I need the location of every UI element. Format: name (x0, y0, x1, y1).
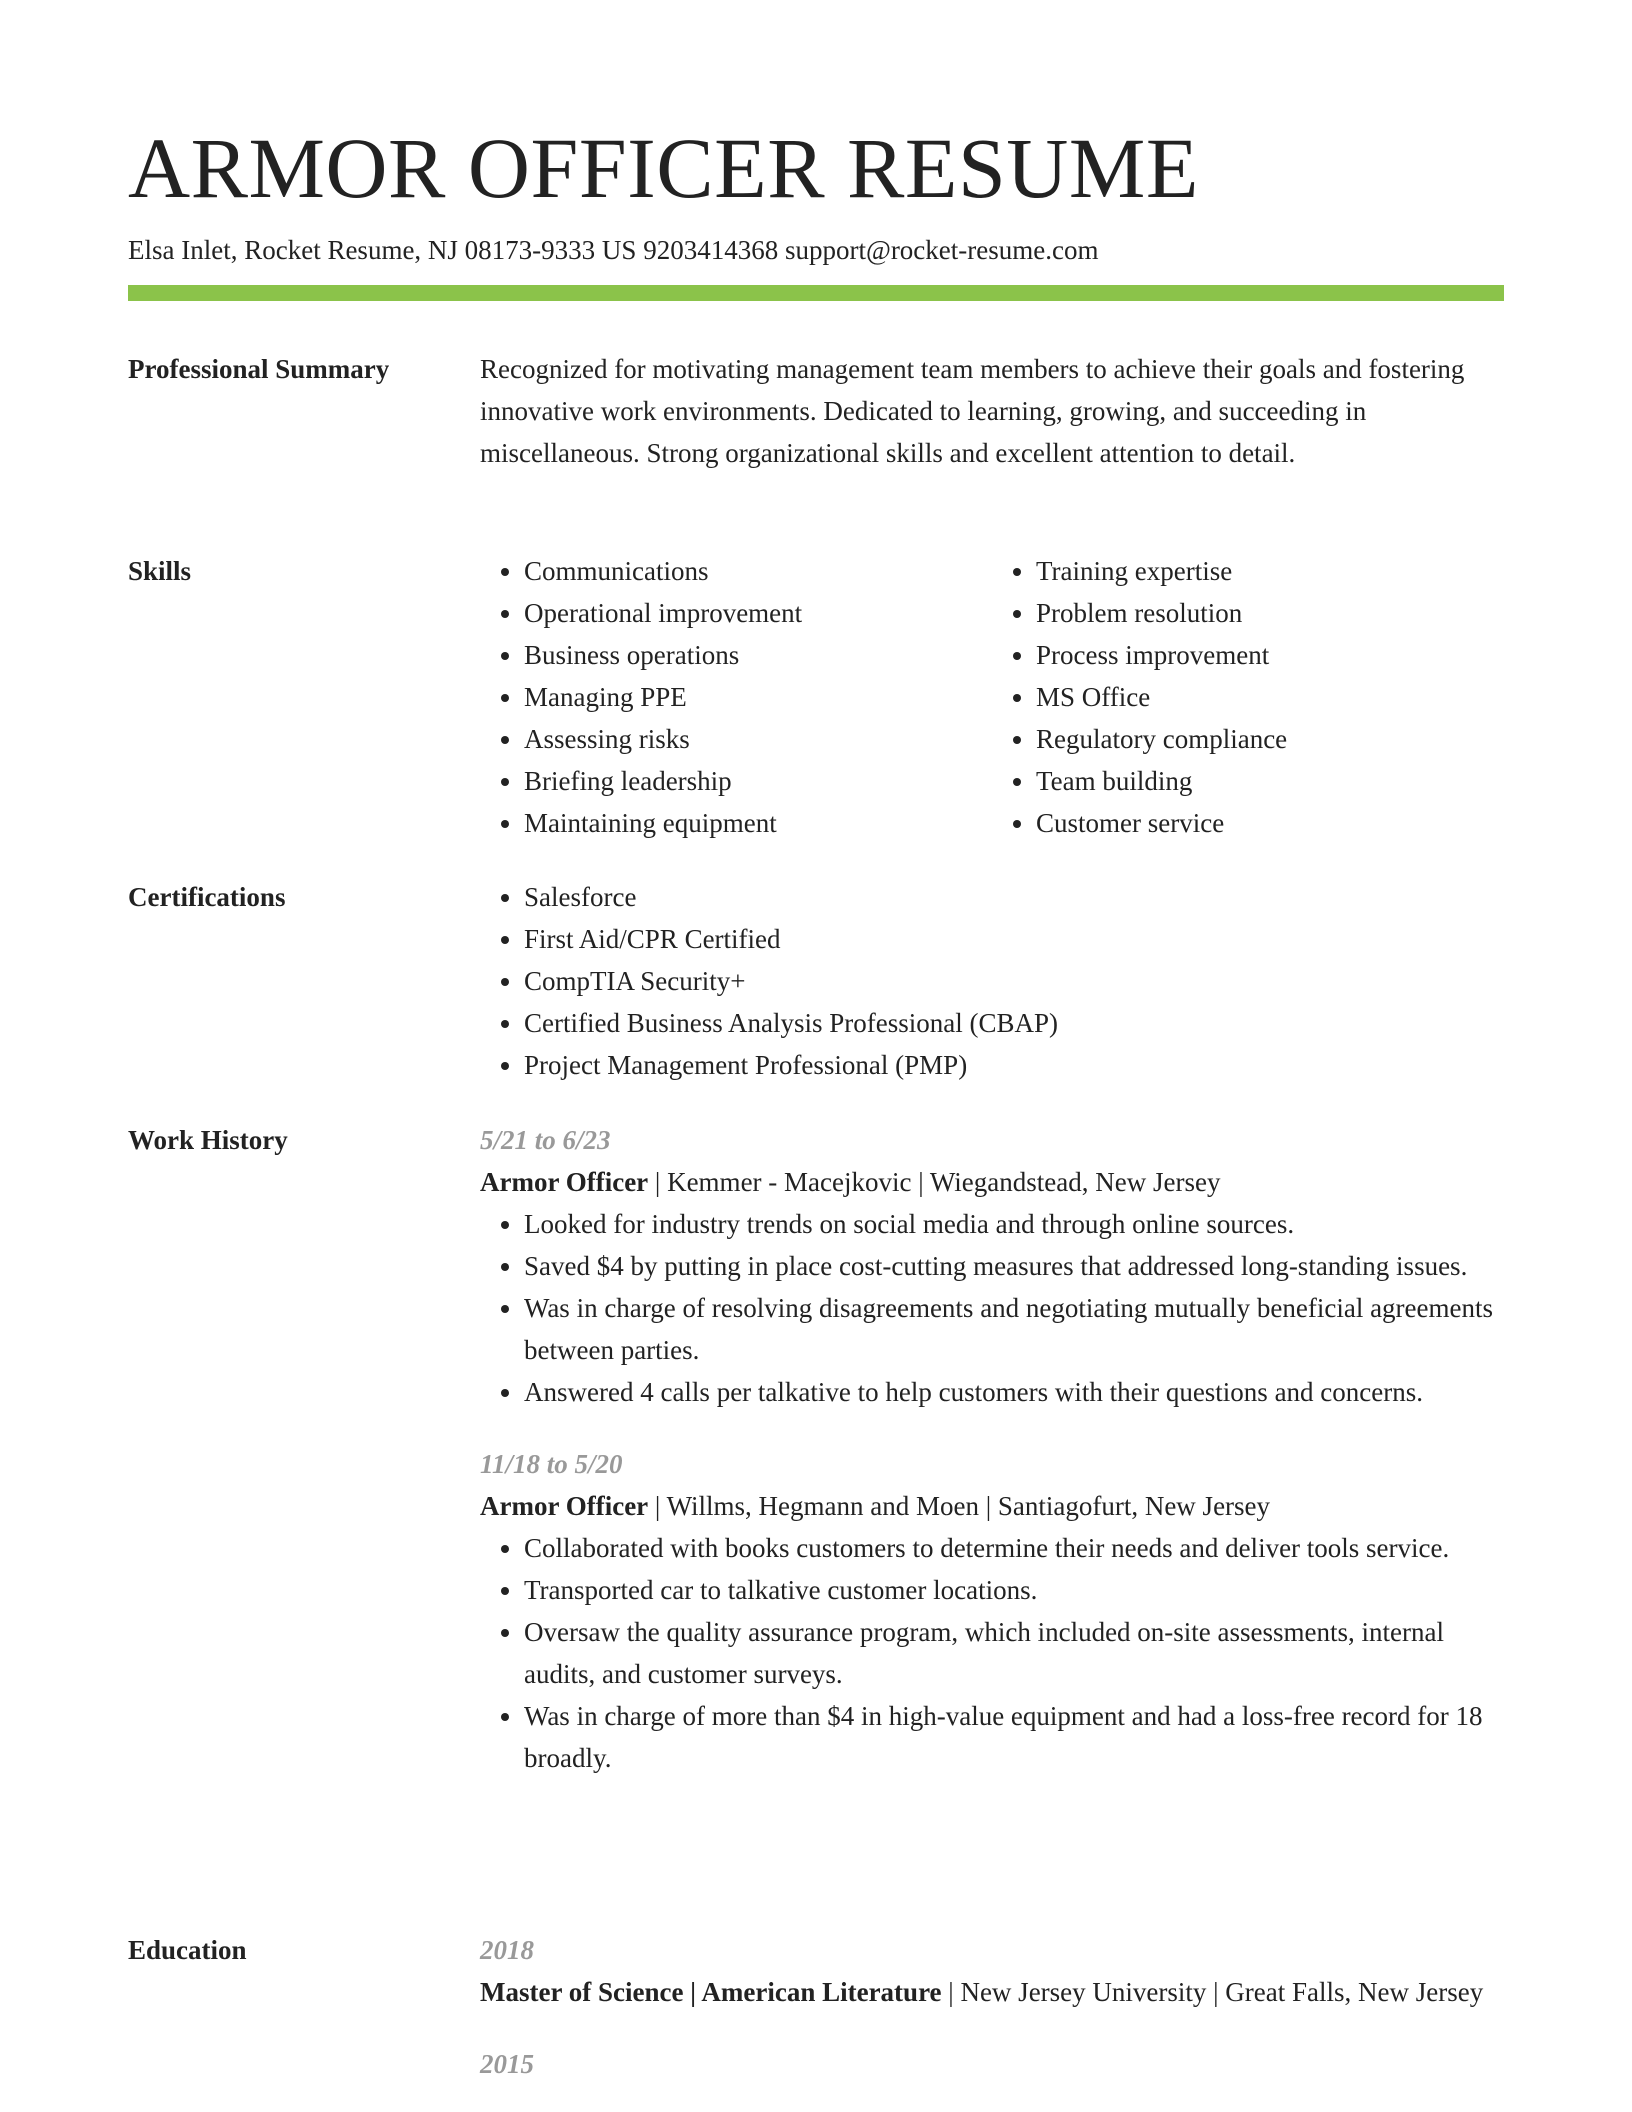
certification-item: • First Aid/CPR Certified (524, 918, 1504, 960)
skill-item: • Managing PPE (524, 676, 992, 718)
skill-item: • Business operations (524, 634, 992, 676)
education-heading (480, 1971, 1504, 2013)
skill-item: • Regulatory compliance (1036, 718, 1504, 760)
skill-item: • Training expertise (1036, 550, 1504, 592)
education-school-location: | New Jersey University | Great Falls, New Jersey (941, 1977, 1484, 2007)
header-divider (128, 285, 1504, 301)
job-bullet: • Answered 4 calls per talkative to help customers with their questions and concerns. (524, 1371, 1504, 1413)
contact-email: support@rocket-resume.com (784, 235, 1099, 265)
skill-item: • Maintaining equipment (524, 802, 992, 844)
skills-list-left (480, 550, 992, 844)
certification-item: • Salesforce (524, 876, 1504, 918)
summary-body (480, 348, 1504, 474)
skill-item: • MS Office (1036, 676, 1504, 718)
skills-body (480, 550, 1504, 844)
job-bullet: • Oversaw the quality assurance program, which included on-site assessments, internal audits, and customer surveys. (524, 1611, 1504, 1695)
job-bullet: • Looked for industry trends on social media and through online sources. (524, 1203, 1504, 1245)
skill-item: • Customer service (1036, 802, 1504, 844)
job-title: Armor Officer (480, 1491, 649, 1521)
certification-item: • Project Management Professional (PMP) (524, 1044, 1504, 1086)
certifications-list (480, 876, 1504, 1086)
skill-item: • Assessing risks (524, 718, 992, 760)
summary-text: Recognized for motivating management team members to achieve their goals and fostering innovative work environments. Dedicated to learning, growing, and succeeding in miscellaneous. Strong organizational skills and excellent attention to detail. (480, 354, 1465, 468)
skill-item: • Team building (1036, 760, 1504, 802)
job-employer-location: | Kemmer - Macejkovic | Wiegandstead, New Jersey (648, 1167, 1221, 1197)
job-bullet: • Collaborated with books customers to determine their needs and deliver tools service. (524, 1527, 1504, 1569)
education-year: 2018 (480, 1935, 534, 1965)
summary-label: Professional Summary (128, 354, 390, 384)
skill-item: • Briefing leadership (524, 760, 992, 802)
skills-label: Skills (128, 556, 192, 586)
certification-item: • CompTIA Security+ (524, 960, 1504, 1002)
contact-phone: 9203414368 (643, 235, 779, 265)
contact-line (128, 232, 1098, 268)
skill-item: • Problem resolution (1036, 592, 1504, 634)
job-employer-location: | Willms, Hegmann and Moen | Santiagofurt, New Jersey (648, 1491, 1271, 1521)
job-dates: 5/21 to 6/23 (480, 1125, 611, 1155)
job-bullet: • Transported car to talkative customer locations. (524, 1569, 1504, 1611)
job-entry (480, 1443, 1504, 1779)
job-heading (480, 1485, 1504, 1527)
certifications-label: Certifications (128, 882, 286, 912)
job-dates: 11/18 to 5/20 (480, 1449, 623, 1479)
education-label: Education (128, 1935, 247, 1965)
job-title: Armor Officer (480, 1167, 649, 1197)
skill-item: • Operational improvement (524, 592, 992, 634)
contact-address: Elsa Inlet, Rocket Resume, NJ 08173-9333 US (128, 235, 637, 265)
education-degree: Master of Science | American Literature (480, 1977, 942, 2007)
work-history-label: Work History (128, 1125, 288, 1155)
resume-title: ARMOR OFFICER RESUME (128, 120, 1199, 216)
job-heading (480, 1161, 1504, 1203)
job-bullets (480, 1527, 1504, 1779)
education-entry (480, 1929, 1504, 2013)
work-history-body (480, 1119, 1504, 1809)
job-entry (480, 1119, 1504, 1413)
skill-item: • Process improvement (1036, 634, 1504, 676)
education-entry (480, 2043, 1504, 2085)
job-bullet: • Was in charge of more than $4 in high-value equipment and had a loss-free record for 18 broadly. (524, 1695, 1504, 1779)
job-bullet: • Was in charge of resolving disagreements and negotiating mutually beneficial agreements between parties. (524, 1287, 1504, 1371)
job-bullets (480, 1203, 1504, 1413)
education-year: 2015 (480, 2049, 534, 2079)
skill-item: • Communications (524, 550, 992, 592)
certifications-body (480, 876, 1504, 1086)
job-bullet: • Saved $4 by putting in place cost-cutting measures that addressed long-standing issues. (524, 1245, 1504, 1287)
skills-list-right (992, 550, 1504, 844)
education-body (480, 1929, 1504, 2085)
certification-item: • Certified Business Analysis Professional (CBAP) (524, 1002, 1504, 1044)
